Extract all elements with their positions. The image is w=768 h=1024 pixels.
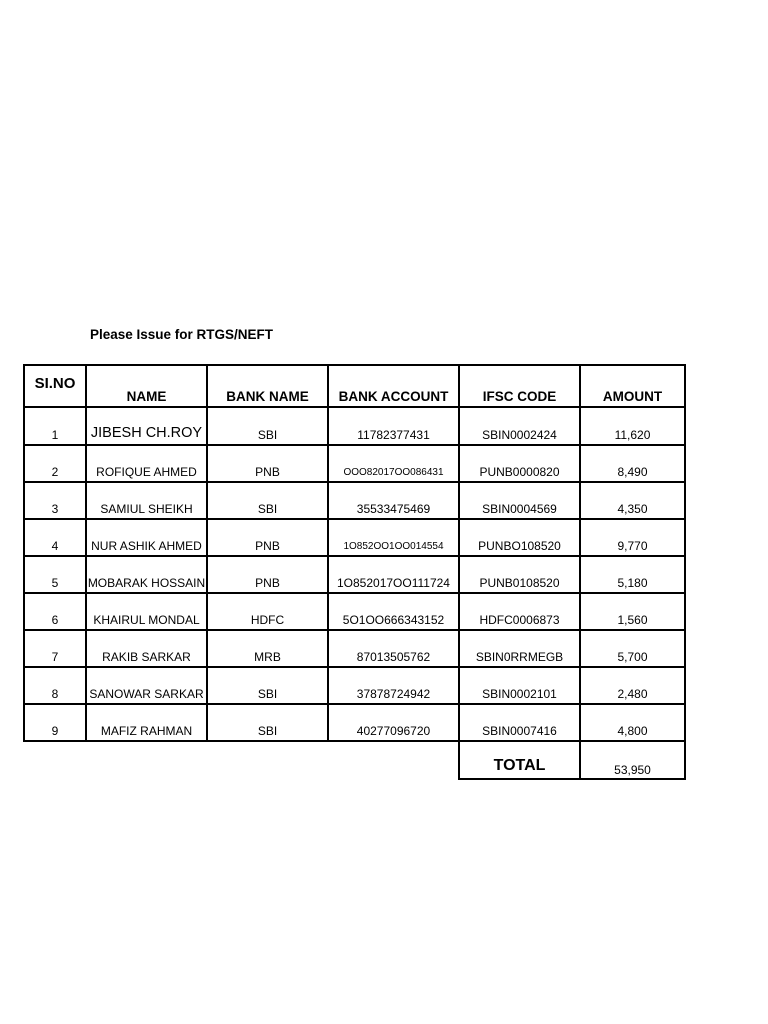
cell-account: 1O852OO1OO014554 [328, 519, 459, 556]
cell-sino: 4 [24, 519, 86, 556]
cell-name: KHAIRUL MONDAL [86, 593, 207, 630]
cell-sino: 7 [24, 630, 86, 667]
total-amount: 53,950 [580, 741, 685, 779]
cell-amount: 4,800 [580, 704, 685, 741]
cell-account: 11782377431 [328, 407, 459, 445]
cell-amount: 2,480 [580, 667, 685, 704]
cell-sino: 6 [24, 593, 86, 630]
total-spacer [24, 741, 459, 779]
cell-sino: 1 [24, 407, 86, 445]
cell-amount: 8,490 [580, 445, 685, 482]
total-row [24, 741, 685, 779]
cell-account: 87013505762 [328, 630, 459, 667]
cell-name: NUR ASHIK AHMED [86, 519, 207, 556]
cell-account: 40277096720 [328, 704, 459, 741]
table-row [24, 556, 685, 593]
table-row [24, 630, 685, 667]
cell-ifsc: PUNB0000820 [459, 445, 580, 482]
cell-amount: 4,350 [580, 482, 685, 519]
table-row [24, 519, 685, 556]
cell-account: 1O852017OO111724 [328, 556, 459, 593]
cell-name: MAFIZ RAHMAN [86, 704, 207, 741]
cell-name: ROFIQUE AHMED [86, 445, 207, 482]
cell-bank: SBI [207, 407, 328, 445]
cell-account: 37878724942 [328, 667, 459, 704]
header-bank-name: BANK NAME [207, 365, 328, 407]
header-bank-account: BANK ACCOUNT [328, 365, 459, 407]
cell-bank: PNB [207, 556, 328, 593]
cell-ifsc: PUNBO108520 [459, 519, 580, 556]
cell-account: 35533475469 [328, 482, 459, 519]
cell-bank: MRB [207, 630, 328, 667]
payment-table [23, 364, 686, 780]
cell-bank: SBI [207, 482, 328, 519]
cell-ifsc: PUNB0108520 [459, 556, 580, 593]
header-amount: AMOUNT [580, 365, 685, 407]
cell-bank: PNB [207, 445, 328, 482]
cell-name: SANOWAR SARKAR [86, 667, 207, 704]
cell-amount: 5,180 [580, 556, 685, 593]
table-header-row [24, 365, 685, 407]
cell-sino: 2 [24, 445, 86, 482]
cell-ifsc: SBIN0004569 [459, 482, 580, 519]
cell-ifsc: SBIN0007416 [459, 704, 580, 741]
table-row [24, 667, 685, 704]
cell-sino: 5 [24, 556, 86, 593]
cell-name: MOBARAK HOSSAIN [86, 556, 207, 593]
cell-account: OOO82017OO086431 [328, 445, 459, 482]
cell-sino: 3 [24, 482, 86, 519]
header-name: NAME [86, 365, 207, 407]
cell-account: 5O1OO666343152 [328, 593, 459, 630]
cell-ifsc: SBIN0002424 [459, 407, 580, 445]
header-ifsc-code: IFSC CODE [459, 365, 580, 407]
cell-sino: 9 [24, 704, 86, 741]
cell-name: JIBESH CH.ROY [86, 407, 207, 445]
cell-amount: 11,620 [580, 407, 685, 445]
cell-bank: SBI [207, 704, 328, 741]
table-row [24, 445, 685, 482]
cell-sino: 8 [24, 667, 86, 704]
cell-name: SAMIUL SHEIKH [86, 482, 207, 519]
header-sino: SI.NO [24, 365, 86, 407]
cell-amount: 9,770 [580, 519, 685, 556]
total-label: TOTAL [459, 741, 580, 779]
table-row [24, 593, 685, 630]
cell-bank: HDFC [207, 593, 328, 630]
cell-ifsc: HDFC0006873 [459, 593, 580, 630]
page-heading: Please Issue for RTGS/NEFT [90, 327, 274, 342]
cell-bank: PNB [207, 519, 328, 556]
cell-name: RAKIB SARKAR [86, 630, 207, 667]
cell-ifsc: SBIN0002101 [459, 667, 580, 704]
cell-amount: 5,700 [580, 630, 685, 667]
table-row [24, 407, 685, 445]
table-row [24, 704, 685, 741]
cell-ifsc: SBIN0RRMEGB [459, 630, 580, 667]
cell-amount: 1,560 [580, 593, 685, 630]
cell-bank: SBI [207, 667, 328, 704]
table-row [24, 482, 685, 519]
